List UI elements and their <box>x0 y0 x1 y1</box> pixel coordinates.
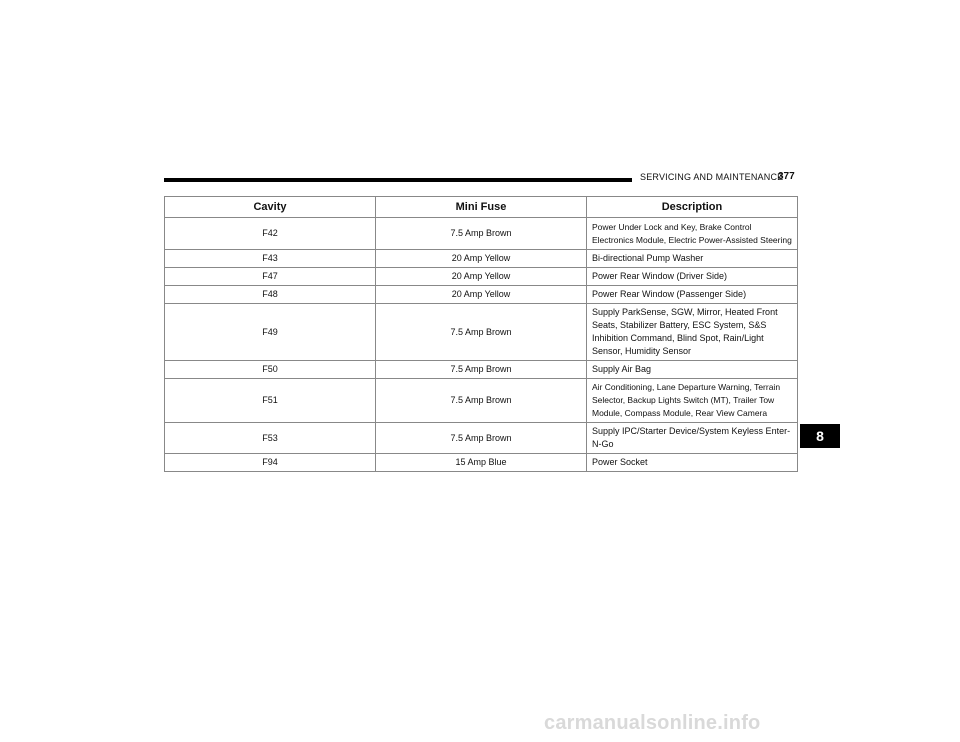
cavity-cell: F47 <box>165 268 376 286</box>
description-cell: Bi-directional Pump Washer <box>587 250 798 268</box>
section-title: SERVICING AND MAINTENANCE <box>640 172 784 182</box>
description-cell: Power Rear Window (Passenger Side) <box>587 286 798 304</box>
cavity-cell: F42 <box>165 218 376 250</box>
table-row <box>165 268 798 286</box>
fuse-cell: 20 Amp Yellow <box>376 268 587 286</box>
column-header-cavity: Cavity <box>165 197 376 218</box>
cavity-cell: F50 <box>165 361 376 379</box>
description-cell: Air Conditioning, Lane Departure Warning, Terrain Selector, Backup Lights Switch (MT), Trailer Tow Module, Compass Module, Rear View Camera <box>587 379 798 423</box>
chapter-tab: 8 <box>800 424 840 448</box>
fuse-cell: 7.5 Amp Brown <box>376 304 587 361</box>
fuse-cell: 15 Amp Blue <box>376 454 587 472</box>
description-cell: Power Rear Window (Driver Side) <box>587 268 798 286</box>
fuse-table <box>164 196 798 472</box>
cavity-cell: F51 <box>165 379 376 423</box>
table-row <box>165 250 798 268</box>
table-row <box>165 423 798 454</box>
table-row <box>165 218 798 250</box>
description-cell: Power Under Lock and Key, Brake Control Electronics Module, Electric Power-Assisted Steering <box>587 218 798 250</box>
header-rule <box>164 178 632 182</box>
table-row <box>165 454 798 472</box>
fuse-cell: 7.5 Amp Brown <box>376 218 587 250</box>
cavity-cell: F43 <box>165 250 376 268</box>
table-row <box>165 361 798 379</box>
column-header-description: Description <box>587 197 798 218</box>
description-cell: Power Socket <box>587 454 798 472</box>
table-row <box>165 304 798 361</box>
column-header-mini-fuse: Mini Fuse <box>376 197 587 218</box>
cavity-cell: F53 <box>165 423 376 454</box>
fuse-cell: 20 Amp Yellow <box>376 286 587 304</box>
description-cell: Supply ParkSense, SGW, Mirror, Heated Front Seats, Stabilizer Battery, ESC System, S&S Inhibition Command, Blind Spot, Rain/Light Sensor, Humidity Sensor <box>587 304 798 361</box>
watermark: carmanualsonline.info <box>544 712 761 734</box>
cavity-cell: F48 <box>165 286 376 304</box>
description-cell: Supply IPC/Starter Device/System Keyless Enter-N-Go <box>587 423 798 454</box>
table-row <box>165 286 798 304</box>
fuse-cell: 7.5 Amp Brown <box>376 423 587 454</box>
table-header-row <box>165 197 798 218</box>
fuse-cell: 7.5 Amp Brown <box>376 361 587 379</box>
fuse-cell: 20 Amp Yellow <box>376 250 587 268</box>
cavity-cell: F49 <box>165 304 376 361</box>
cavity-cell: F94 <box>165 454 376 472</box>
page-number: 377 <box>778 171 795 182</box>
fuse-cell: 7.5 Amp Brown <box>376 379 587 423</box>
description-cell: Supply Air Bag <box>587 361 798 379</box>
table-row <box>165 379 798 423</box>
